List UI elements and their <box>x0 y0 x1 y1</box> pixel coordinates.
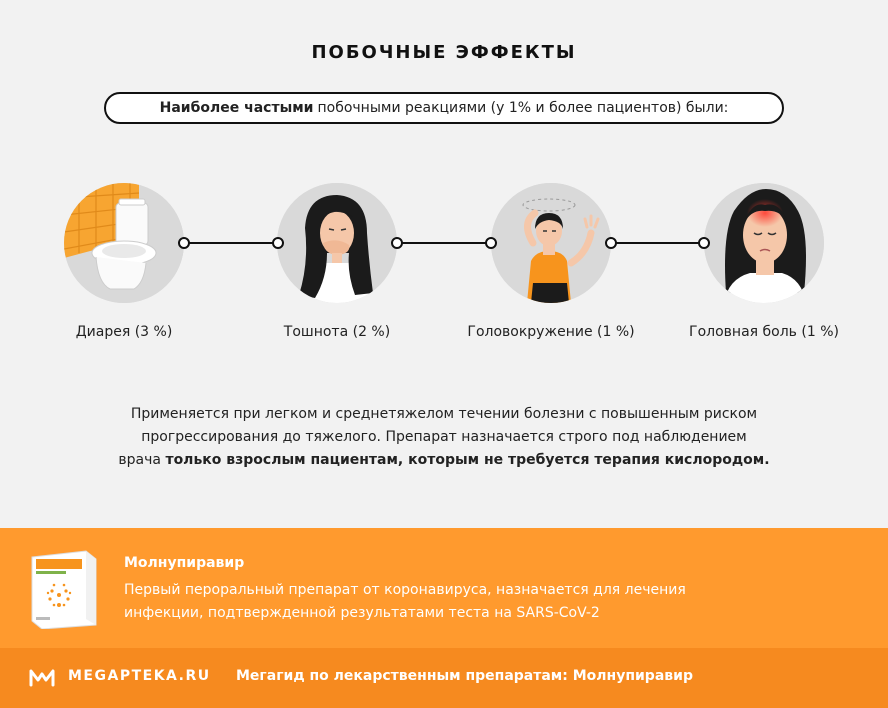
intro-bold-text: Наиболее частыми <box>159 100 314 116</box>
headache-woman-icon <box>704 183 824 303</box>
connector-dot-6 <box>698 237 710 249</box>
connector-dot-1 <box>178 237 190 249</box>
usage-note-line-1: Применяется при легком и среднетяжелом течении болезни с повышенным риском <box>130 406 758 422</box>
dizzy-woman-icon <box>491 183 611 303</box>
footer-caption: Мегагид по лекарственным препаратам: Молнупиравир <box>236 668 693 684</box>
connector-dot-4 <box>485 237 497 249</box>
connector-dot-5 <box>605 237 617 249</box>
drug-description-line-1: Первый пероральный препарат от коронавируса, назначается для лечения <box>124 582 686 598</box>
connector-line-1 <box>184 242 278 244</box>
usage-note-bold: только взрослым пациентам, которым не требуется терапия кислородом. <box>165 452 770 468</box>
megapteka-logo-text[interactable]: MEGAPTEKA.RU <box>68 668 211 684</box>
effect-label-diarrhea: Диарея (3 %) <box>75 324 173 340</box>
drug-name: Молнупиравир <box>124 555 245 571</box>
product-box-image <box>26 547 98 629</box>
intro-text: побочными реакциями (у 1% и более пациентов) были: <box>317 100 729 116</box>
connector-line-3 <box>611 242 704 244</box>
effect-label-headache: Головная боль (1 %) <box>689 324 839 340</box>
connector-dot-3 <box>391 237 403 249</box>
usage-note-line-2: прогрессирования до тяжелого. Препарат назначается строго под наблюдением <box>141 429 747 445</box>
usage-note <box>60 403 828 472</box>
page-title: ПОБОЧНЫЕ ЭФФЕКТЫ <box>311 42 577 63</box>
usage-note-line-3 <box>60 449 828 472</box>
drug-description <box>124 579 824 625</box>
connector-dot-2 <box>272 237 284 249</box>
effect-label-nausea: Тошнота (2 %) <box>283 324 391 340</box>
nausea-woman-icon <box>277 183 397 303</box>
connector-line-2 <box>397 242 491 244</box>
drug-description-line-2: инфекции, подтвержденной результатами теста на SARS-CoV-2 <box>124 605 600 621</box>
toilet-icon <box>64 183 184 303</box>
megapteka-logo-icon[interactable] <box>28 666 56 688</box>
effect-label-dizziness: Головокружение (1 %) <box>467 324 635 340</box>
intro-banner <box>104 92 784 124</box>
usage-note-plain: врача <box>118 452 161 468</box>
